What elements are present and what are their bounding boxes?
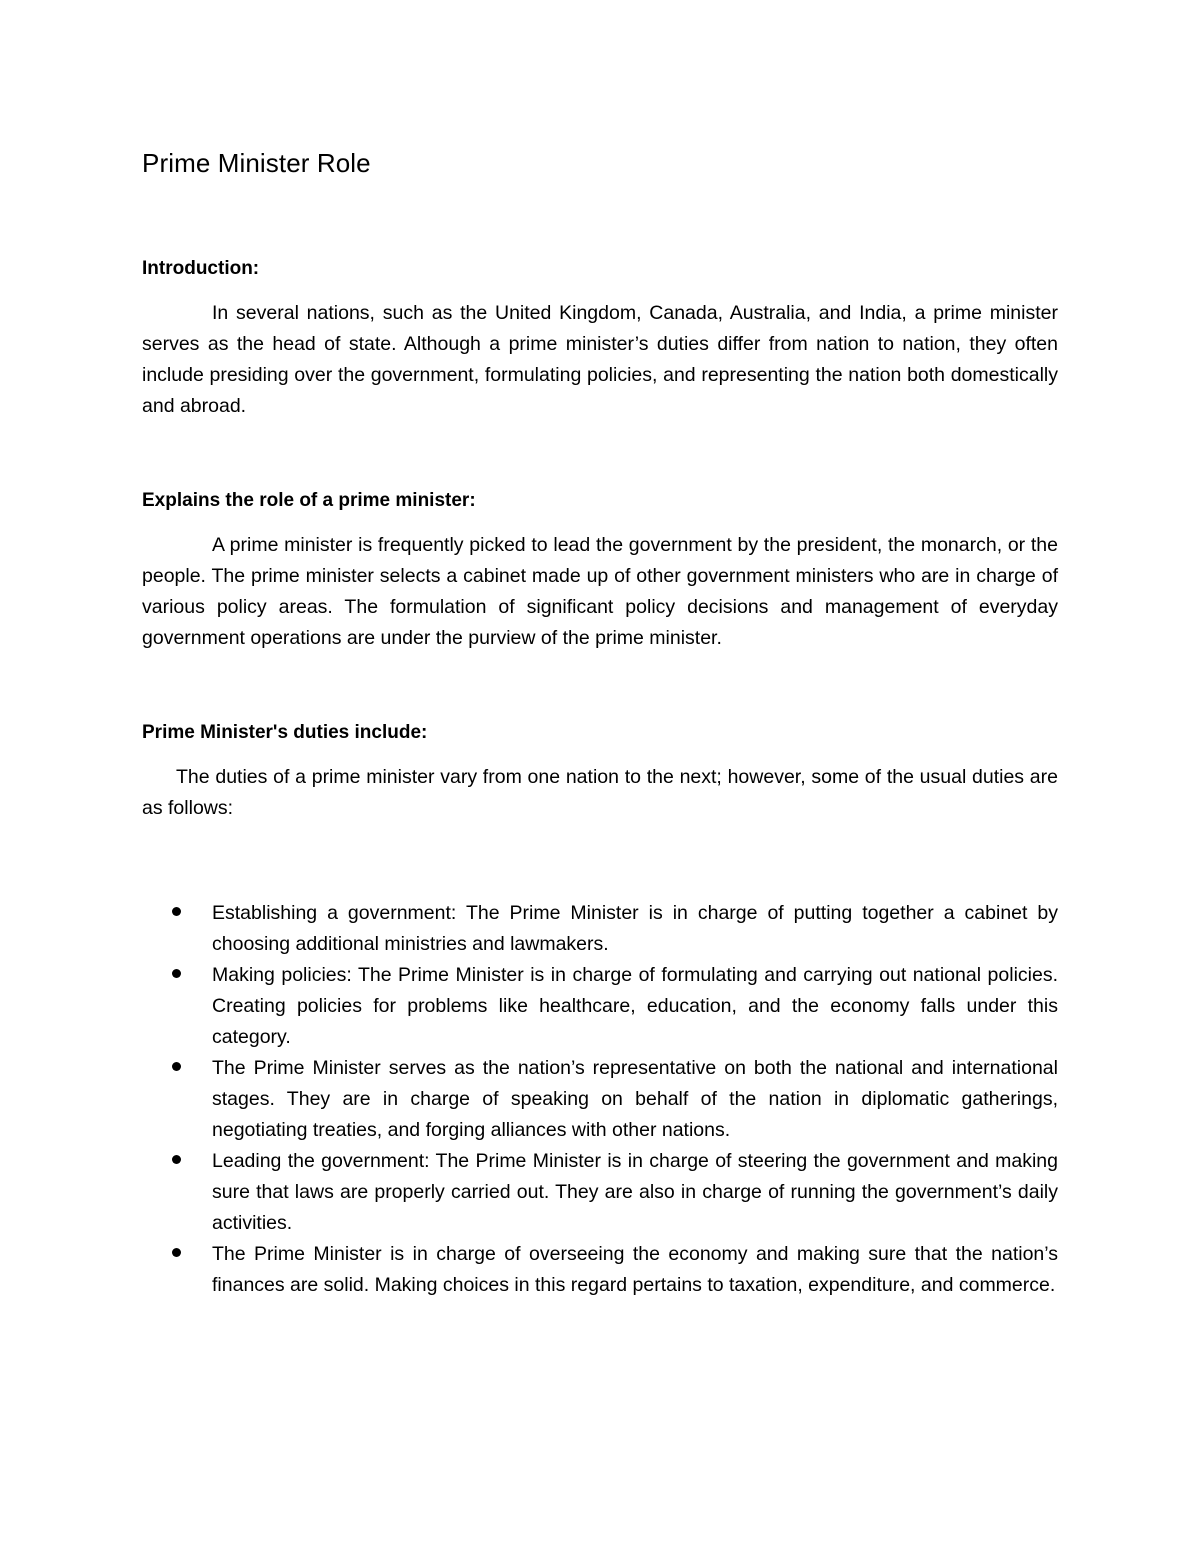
section-heading-role: Explains the role of a prime minister:	[142, 490, 476, 511]
list-item-text: Establishing a government: The Prime Minister is in charge of putting together a cabinet by choosing additional ministries and lawmakers.	[212, 902, 1058, 955]
document-body	[142, 140, 1058, 1301]
list-item-text: Making policies: The Prime Minister is in charge of formulating and carrying out national policies. Creating policies for problems like healthcare, education, and the economy falls under this category.	[212, 964, 1058, 1048]
list-item	[142, 898, 1058, 960]
section-heading-duties: Prime Minister's duties include:	[142, 722, 428, 743]
bullet-icon	[172, 907, 181, 916]
list-item	[142, 960, 1058, 1053]
bullet-icon	[172, 1155, 181, 1164]
duties-list	[142, 898, 1058, 1301]
duties-intro-paragraph: The duties of a prime minister vary from one nation to the next; however, some of the usual duties are as follows:	[142, 766, 1058, 819]
bullet-icon	[172, 1248, 181, 1257]
list-item-text: Leading the government: The Prime Minister is in charge of steering the government and making sure that laws are properly carried out. They are also in charge of running the government’s daily activities.	[212, 1150, 1058, 1234]
role-paragraph: A prime minister is frequently picked to lead the government by the president, the monarch, or the people. The prime minister selects a cabinet made up of other government ministers who are in charge of various policy areas. The formulation of significant policy decisions and management of everyday government operations are under the purview of the prime minister.	[142, 534, 1058, 649]
bullet-icon	[172, 1062, 181, 1071]
introduction-paragraph: In several nations, such as the United Kingdom, Canada, Australia, and India, a prime minister serves as the head of state. Although a prime minister’s duties differ from nation to nation, they often include presiding over the government, formulating policies, and representing the nation both domestically and abroad.	[142, 302, 1058, 417]
list-item	[142, 1053, 1058, 1146]
list-item	[142, 1239, 1058, 1301]
duties-section	[142, 720, 1058, 1301]
section-heading-introduction: Introduction:	[142, 258, 260, 279]
list-item-text: The Prime Minister serves as the nation’s representative on both the national and international stages. They are in charge of speaking on behalf of the nation in diplomatic gatherings, negotiating treaties, and forging alliances with other nations.	[212, 1057, 1058, 1141]
introduction-section	[142, 256, 1058, 422]
bullet-icon	[172, 969, 181, 978]
list-item	[142, 1146, 1058, 1239]
document-title: Prime Minister Role	[142, 148, 371, 178]
list-item-text: The Prime Minister is in charge of overseeing the economy and making sure that the nation’s finances are solid. Making choices in this regard pertains to taxation, expenditure, and commerce.	[212, 1243, 1058, 1296]
role-section	[142, 488, 1058, 654]
